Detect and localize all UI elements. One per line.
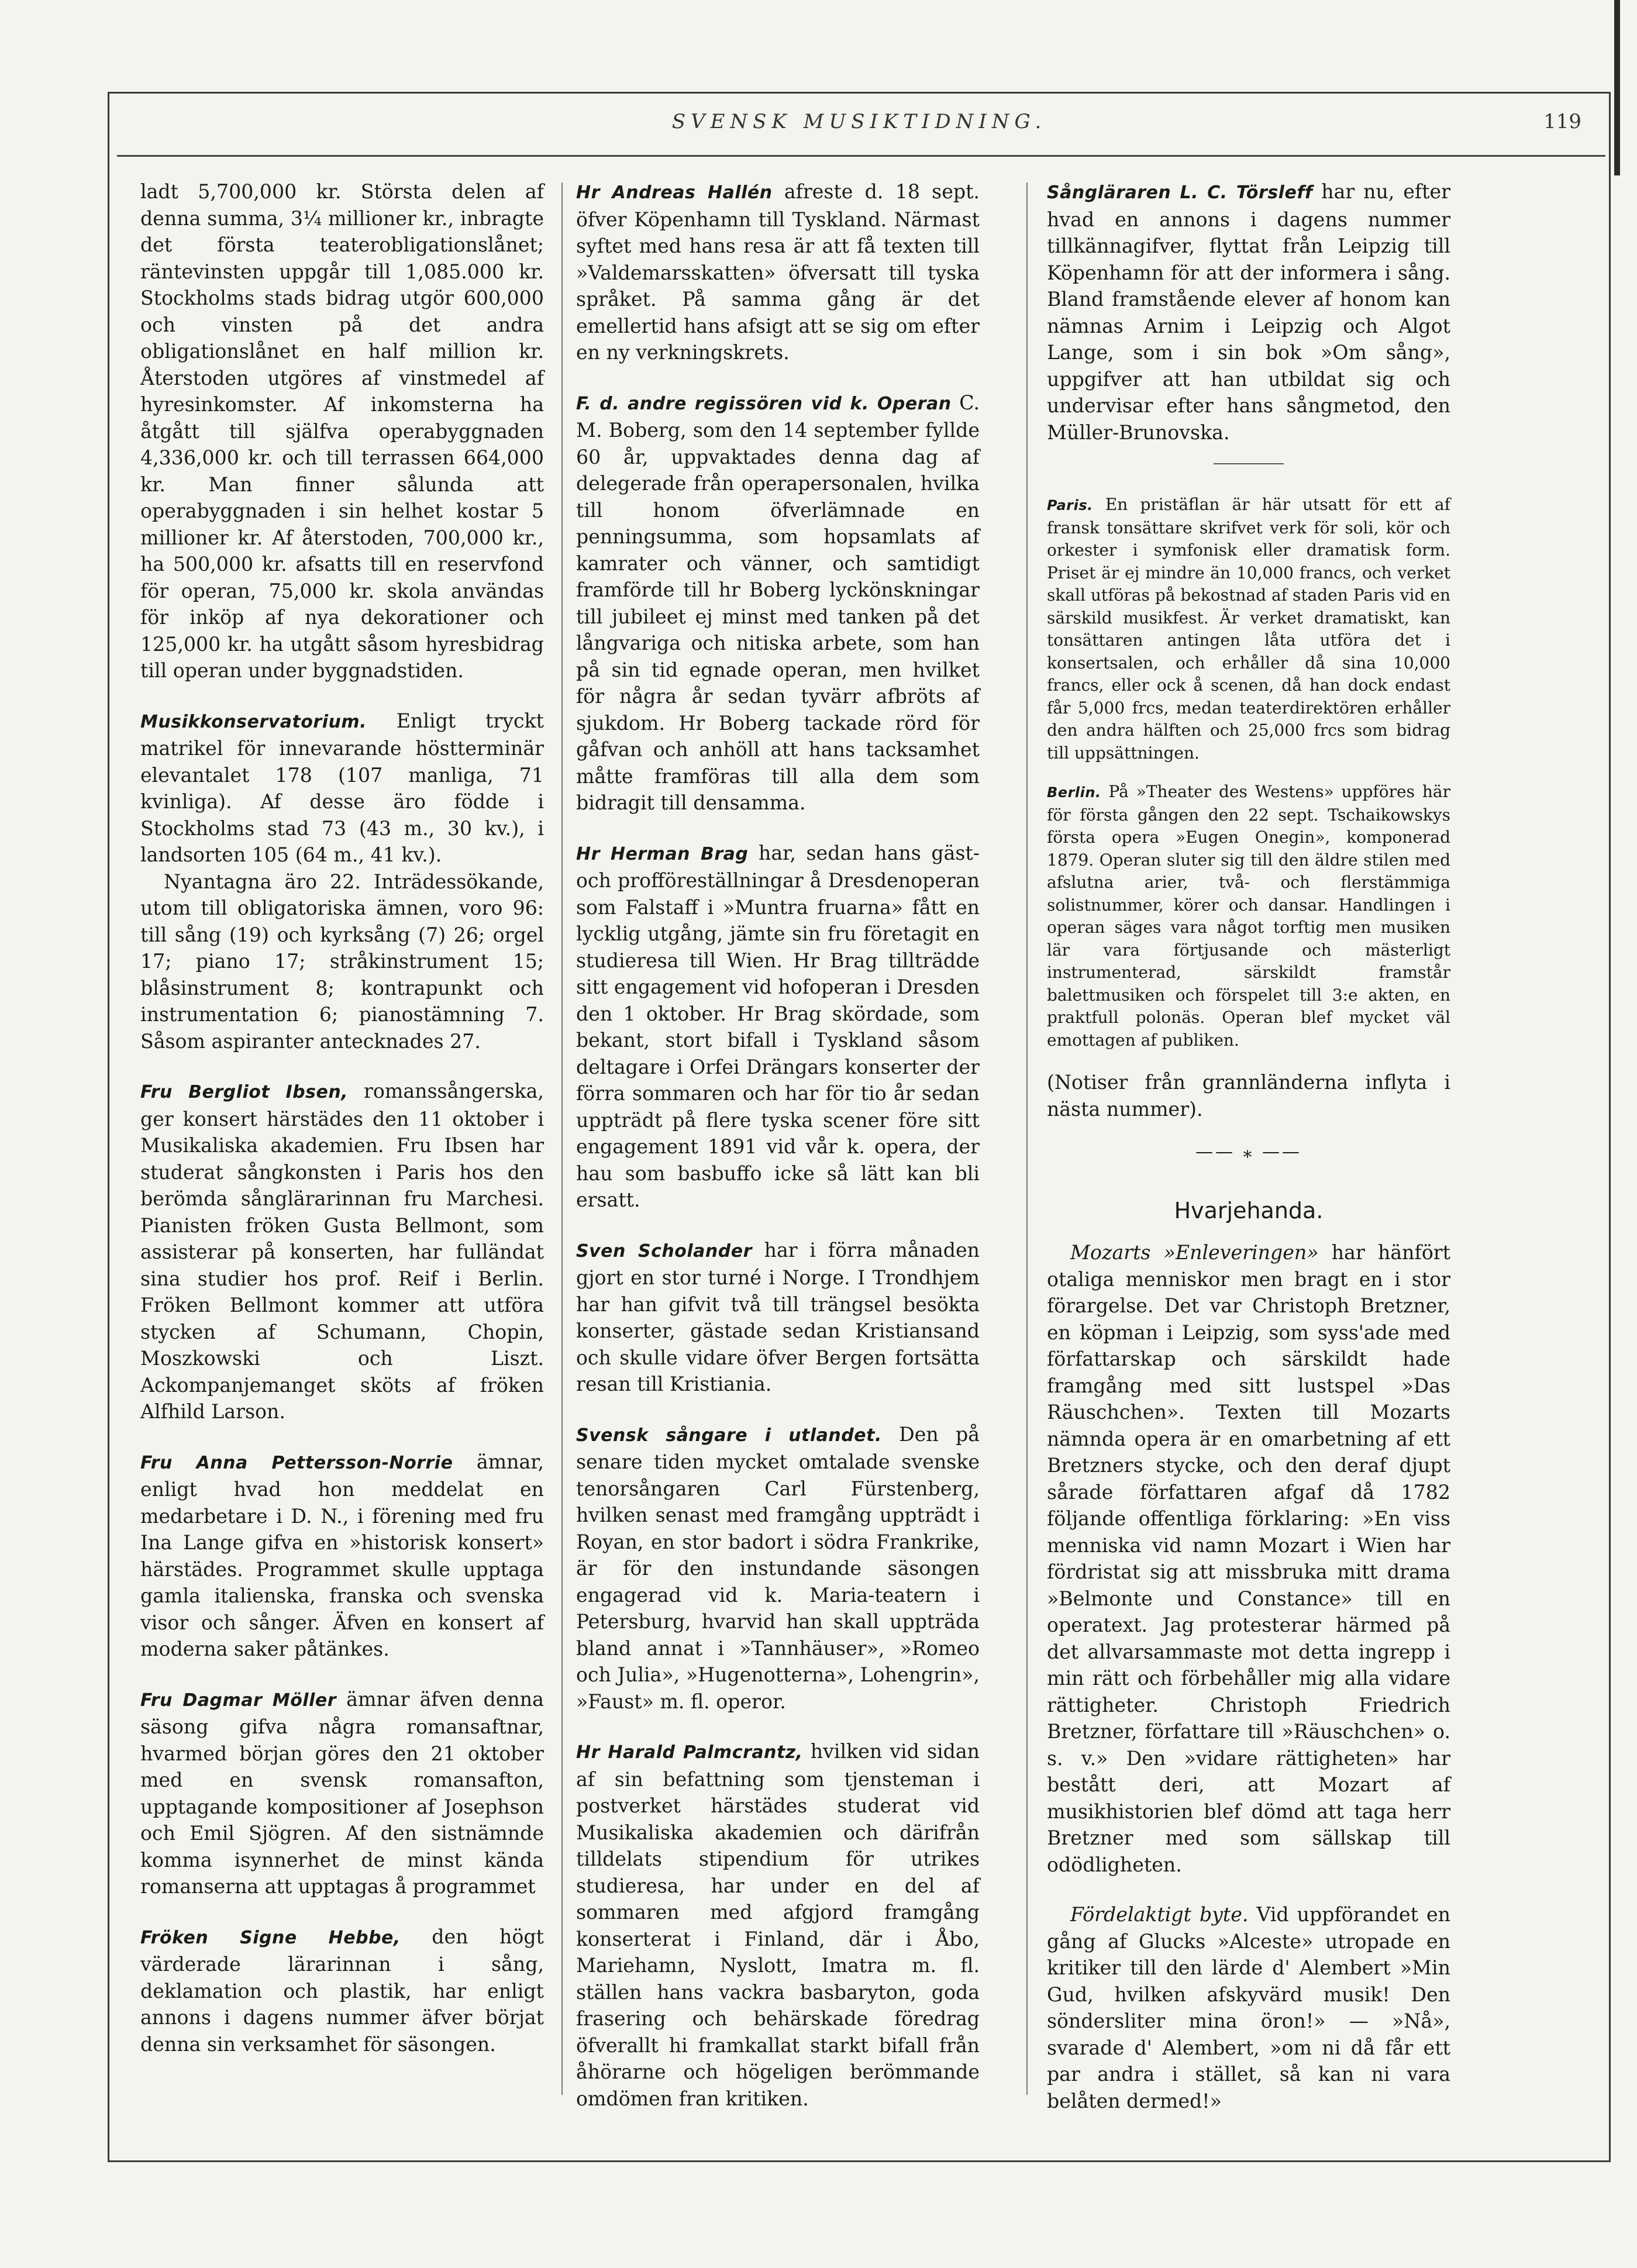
page-number: 119 [1543, 110, 1581, 133]
short-rule [1214, 463, 1284, 464]
column-1 [140, 178, 544, 2081]
article-hallen: Hr Andreas Hallén afreste d. 18 sept. öfver Köpenhamn till Tyskland. Närmast syftet med hans resa är att få texten till »Valdemarsskatten» öfversatt till tyska språket. På samma gång är det emellertid hans afsigt att se sig om efter en ny verkningskrets. [576, 180, 980, 364]
ornament-divider: —— ⁎ —— [1195, 1142, 1302, 1162]
article-alembert: Fördelaktigt byte. Vid uppförandet en gång af Glucks »Alceste» utropade en kritiker till den lärde d' Alembert »Min Gud, hvilken afskyvärd musik! Den söndersliter mina öron!» — »Nå», svarade d' Alembert, »om ni då får ett par andra i stället, så kan ni vara belåten dermed!» [1047, 1903, 1450, 2112]
article-mozart: Mozarts »Enleveringen» har hänfört otaliga menniskor men bragt en i stor förargelse. Det var Christoph Bretzner, en köpman i Leipzig, som syss'ade med författarskap och särskildt hade framgång med sitt lustspel »Das Räuschchen». Texten till Mozarts nämnda opera är en omarbetning af ett Bretzners stycke, och den deraf djupt sårade författaren afgaf då 1782 följande offentliga förklaring: »En viss menniska vid namn Mozart i Wien har fördristat sig att missbruka mitt drama »Belmonte und Constance» till en operatext. Jag protesterar härmed på det allvarsammaste mot detta ingrepp i min rätt och förbehåller mig alla vidare rättigheter. Christoph Friedrich Bretzner, författare till »Räuschchen» o. s. v.» Den »vidare rättigheten» har bestått deri, att Mozart af musikhistorien blef dömd att taga herr Bretzner med som sällskap till odödligheten. [1047, 1241, 1450, 1876]
column-3 [1047, 178, 1450, 2138]
column-2 [576, 178, 980, 2135]
article-opera-finances: ladt 5,700,000 kr. Största delen af denna summa, 3¼ millioner kr., inbragte det första teaterobligationslånet; räntevinsten uppgår till 1,085.000 kr. Stockholms stads bidrag utgör 600,000 och vinsten på det andra obligationslånet en half million kr. Återstoden utgöres af vinstmedel af hyresinkomster. Af inkomsterna ha åtgått till själfva operabyggnaden 4,336,000 kr. och till terrassen 664,000 kr. Man finner sålunda att operabyggnaden i sin helhet kostar 5 millioner kr. Af återstoden, 700,000 kr., ha 500,000 kr. afsatts till en reservfond för operan, 75,000 kr. skola användas för inköp af nya dekorationer och 125,000 kr. ha utgått såsom hyresbidrag till operan under byggnadstiden. [140, 180, 544, 682]
article-berlin: Berlin. På »Theater des Westens» uppföres här för första gången den 22 sept. Tschaikowskys första opera »Eugen Onegin», komponerad 1879. Operan sluter sig till den äldre stilen med afslutna arier, två- och flerstämmiga solistnummer, körer och dansar. Handlingen i operan säges vara något torftig men musiken lär vara förtjusande och mästerligt instrumenterad, särskildt framstår balettmusiken och förspelet till 3:e akten, en praktfull polonäs. Operan blef mycket väl emottagen af publiken. [1047, 782, 1451, 1050]
page-header [108, 106, 1611, 142]
article-boberg: F. d. andre regissören vid k. Operan C. M. Boberg, som den 14 september fyllde 60 år, uppvaktades denna dag af delegerade från operapersonalen, hvilka till honom öfverlämnade en penningsumma, som hopsamlats af kamrater och vänner, och samtidigt framförde till hr Boberg lyckönskningar till jubileet ej minst med tanken på det långvariga och nitiska arbete, som han på sin tid egnade operan, men hvilket för några år sedan tyvärr afbröts af sjukdom. Hr Boberg tackade rörd för gåfvan och anhöll att hans tacksamhet måtte framföras till alla dem som bidragit till densamma. [576, 391, 980, 814]
article-ibsen: Fru Bergliot Ibsen, romanssångerska, ger konsert härstädes den 11 oktober i Musikaliska akademien. Fru Ibsen har studerat sångkonsten i Paris hos den berömda sånglärarinnan fru Marchesi. Pianisten fröken Gusta Bellmont, som assisterar på konserten, har fulländat sina studier hos prof. Reif i Berlin. Fröken Bellmont kommer att utföra stycken af Schumann, Chopin, Moszkowski och Liszt. Ackompanjemanget sköts af fröken Alfhild Larson. [140, 1080, 544, 1423]
header-rule [117, 155, 1605, 157]
neighbour-notice: (Notiser från grannländerna inflyta i nästa nummer). [1047, 1071, 1450, 1121]
journal-title: SVENSK MUSIKTIDNING. [671, 110, 1047, 133]
section-title-hvarjehanda: Hvarjehanda. [1174, 1197, 1324, 1223]
article-paris: Paris. En pristäflan är här utsatt för ett af fransk tonsättare skrifvet verk för soli, kör och orkester i symfonisk eller dramatisk form. Priset är ej mindre än 10,000 francs, och verket skall utföras på bekostnad af staden Paris vid en särskild musikfest. Är verket dramatiskt, kan tonsättaren antingen låta utföra det i konsertsalen, och erhåller då sina 10,000 francs, eller ock å scenen, då han dock endast får 5,000 frcs, medan teaterdirektören erhåller den andra hälften och 25,000 frcs som bidrag till uppsättningen. [1047, 495, 1450, 763]
article-hebbe: Fröken Signe Hebbe, den högt värderade lärarinnan i sång, deklamation och plastik, har enligt annons i dagens nummer äfver börjat denna sin verksamhet för säsongen. [140, 1925, 544, 2056]
article-torsleff: Sångläraren L. C. Törsleff har nu, efter hvad en annons i dagens nummer tillkännagifver, flyttat från Leipzig till Köpenhamn för att der informera i sång. Bland framstående elever af honom kan nämnas Arnim i Leipzig och Algot Lange, som i sin bok »Om sång», uppgifver att han utbildat sig och undervisar efter hans sångmetod, den Müller-Brunovska. [1047, 180, 1450, 444]
article-conservatory-cont: Nyantagna äro 22. Inträdessökande, utom till obligatoriska ämnen, voro 96: till sång (19) och kyrksång (7) 26; orgel 17; piano 17; stråkinstrument 15; blåsinstrument 8; kontrapunkt och instrumentation 6; pianostämning 7. Såsom aspiranter antecknades 27. [140, 870, 544, 1053]
article-scholander: Sven Scholander har i förra månaden gjort en stor turné i Norge. I Trondhjem har han gifvit två till trängsel besökta konserter, gästade sedan Kristiansand och skulle vidare öfver Bergen fortsätta resan till Kristiania. [576, 1238, 980, 1395]
article-brag: Hr Herman Brag har, sedan hans gäst- och profföreställningar å Dresdenoperan som Falstaff i »Muntra fruarna» fått en lycklig utgång, jämte sin fru företagit en studieresa till Wien. Hr Brag tillträdde sitt engagement vid hofoperan i Dresden den 1 oktober. Hr Brag skördade, som bekant, stort bifall i Tyskland såsom deltagare i Orfei Drängars konserter der förra sommaren och har för tio år sedan uppträdt på flere tyska scener före sitt engagement 1891 vid vår k. opera, der hau som basbuffo icke så lätt kan bli ersatt. [576, 841, 980, 1211]
column-rule-1 [561, 182, 563, 2095]
article-pettersson-norrie: Fru Anna Pettersson-Norrie ämnar, enligt hvad hon meddelat en medarbetare i D. N., i förening med fru Ina Lange gifva en »historisk konsert» härstädes. Programmet skulle upptaga gamla italienska, franska och svenska visor och sånger. Äfven en konsert af moderna saker påtänkes. [140, 1450, 544, 1660]
article-swedish-singer-abroad: Svensk sångare i utlandet. Den på senare tiden mycket omtalade svenske tenorsångaren Carl Fürstenberg, hvilken senast med framgång uppträdt i Royan, en stor badort i södra Frankrike, är för den instundande säsongen engagerad vid k. Maria-teatern i Petersburg, hvarvid han skall uppträda bland annat i »Tannhäuser», »Romeo och Julia», »Hugenotterna», Lohengrin», »Faust» m. fl. operor. [576, 1422, 980, 1713]
scan-edge-mark [1614, 0, 1620, 175]
column-rule-2 [1026, 182, 1028, 2095]
article-conservatory: Musikkonservatorium. Enligt tryckt matrikel för innevarande höstterminär elevantalet 178 (107 manliga, 71 kvinliga). Af desse äro födde i Stockholms stad 73 (43 m., 30 kv.), i landsorten 105 (64 m., 41 kv.). [140, 709, 544, 866]
article-moller: Fru Dagmar Möller ämnar äfven denna säsong gifva några romansaftnar, hvarmed början göres den 21 oktober med en svensk romansafton, upptagande kompositioner af Josephson och Emil Sjögren. Af den sistnämnde komma isynnerhet de minst kända romanserna att upptagas å programmet [140, 1687, 544, 1898]
article-palmcrantz: Hr Harald Palmcrantz, hvilken vid sidan af sin befattning som tjensteman i postverket härstädes studerat vid Musikaliska akademien och därifrån tilldelats stipendium för utrikes studieresa, har under en del af sommaren med afgjord framgång konserterat i Finland, där i Åbo, Mariehamn, Nyslott, Imatra m. fl. ställen hans vackra basbaryton, goda frasering och behärskade föredrag öfverallt hi framkallat starkt bifall från åhörarne och högeligen berömmande omdömen fran kritiken. [576, 1740, 980, 2110]
